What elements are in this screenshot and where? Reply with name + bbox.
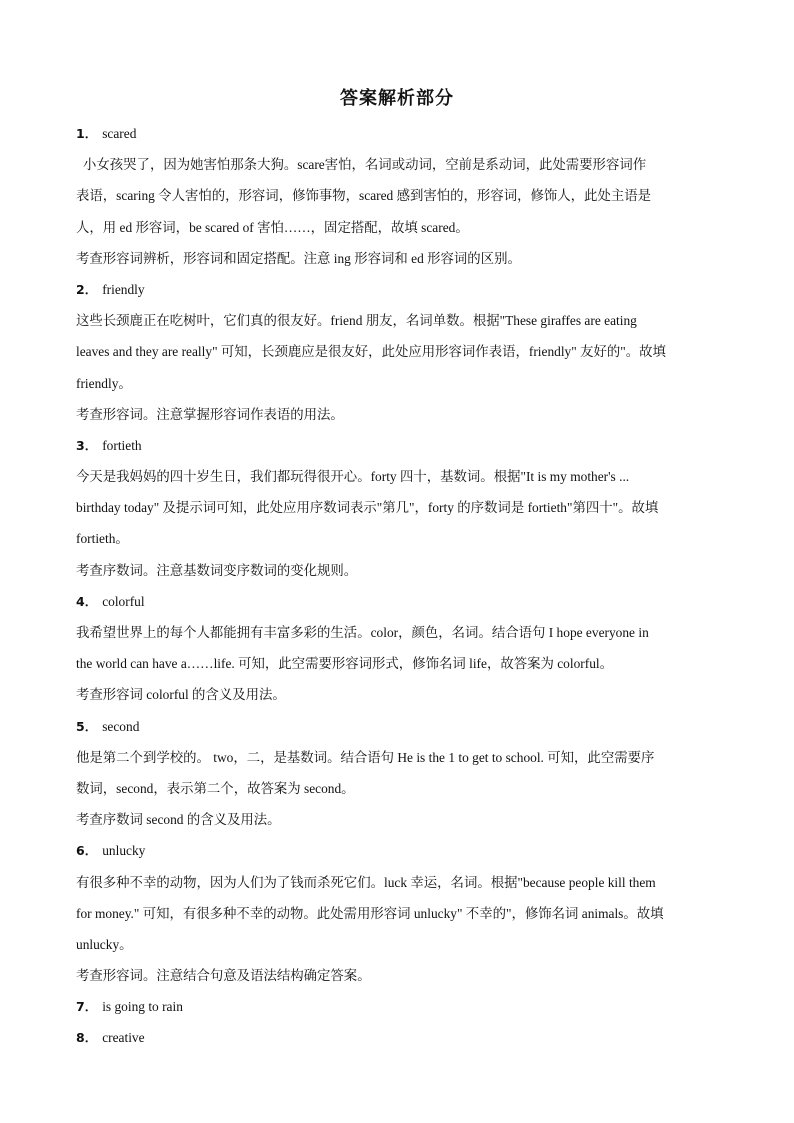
explanation-line: 他是第二个到学校的。 two，二，是基数词。结合语句 He is the 1 to get to school. 可知，此空需要序	[76, 749, 655, 765]
answer-text: unlucky	[102, 843, 146, 859]
explanation-line: leaves and they are really" 可知，长颈鹿应是很友好，此处应用形容词作表语，friendly" 友好的"。故填	[76, 344, 666, 360]
explanation-line: for money." 可知，有很多种不幸的动物。此处需用形容词 unlucky" 不幸的"，修饰名词 animals。故填	[76, 905, 664, 921]
question-number: 8．	[76, 1030, 98, 1046]
explanation-line: 今天是我妈妈的四十岁生日，我们都玩得很开心。forty 四十，基数词。根据"It is my mother's ...	[76, 469, 630, 485]
explanation-line: 我希望世界上的每个人都能拥有丰富多彩的生活。color，颜色，名词。结合语句 I hope everyone in	[76, 625, 649, 640]
explanation-line: the world can have a……life. 可知，此空需要形容词形式，修饰名词 life，故答案为 colorful。	[76, 656, 614, 672]
answer-heading	[76, 586, 716, 617]
page-title: 答案解析部分	[340, 88, 454, 109]
answer-heading	[76, 835, 716, 866]
explanation-line: fortieth。	[76, 531, 129, 547]
question-number: 3．	[76, 437, 98, 453]
answer-heading	[76, 1022, 716, 1053]
answer-heading	[76, 118, 716, 149]
answer-text: colorful	[102, 593, 145, 609]
answer-heading	[76, 274, 716, 305]
explanation-line: 考查序数词。注意基数词变序数词的变化规则。	[76, 562, 358, 578]
answer-heading	[76, 430, 716, 461]
answer-text: is going to rain	[102, 999, 183, 1015]
explanation-line: 考查形容词。注意掌握形容词作表语的用法。	[76, 406, 344, 422]
answer-heading	[76, 991, 716, 1022]
answer-heading	[76, 711, 716, 742]
explanation-line: 数词，second，表示第二个，故答案为 second。	[76, 780, 355, 796]
question-number: 6．	[76, 843, 98, 859]
question-number: 4．	[76, 593, 98, 609]
explanation-line: 这些长颈鹿正在吃树叶，它们真的很友好。friend 朋友，名词单数。根据"These giraffes are eating	[76, 313, 637, 329]
explanation-line: 考查形容词。注意结合句意及语法结构确定答案。	[76, 968, 371, 984]
answer-list	[76, 118, 716, 1054]
explanation-line: 有很多种不幸的动物，因为人们为了钱而杀死它们。luck 幸运，名词。根据"because people kill them	[76, 874, 656, 890]
question-number: 2．	[76, 281, 98, 297]
explanation-line: 考查形容词辨析，形容词和固定搭配。注意 ing 形容词和 ed 形容词的区别。	[76, 250, 521, 266]
question-number: 5．	[76, 718, 98, 734]
explanation-line: 人，用 ed 形容词，be scared of 害怕……，固定搭配，故填 scared。	[76, 219, 469, 235]
answer-text: friendly	[102, 281, 145, 297]
answer-text: creative	[102, 1030, 145, 1046]
answer-text: scared	[102, 126, 137, 141]
explanation-line: 考查形容词 colorful 的含义及用法。	[76, 687, 286, 703]
question-number: 1．	[76, 126, 98, 141]
explanation-line: 小女孩哭了，因为她害怕那条大狗。scare害怕，名词或动词，空前是系动词，此处需要形容词作	[83, 157, 647, 173]
explanation-line: birthday today" 及提示词可知，此处应用序数词表示"第几"，forty 的序数词是 fortieth"第四十"。故填	[76, 500, 659, 516]
explanation-line: 表语，scaring 令人害怕的，形容词，修饰事物，scared 感到害怕的，形容词，修饰人，此处主语是	[76, 188, 652, 204]
explanation-line: unlucky。	[76, 936, 133, 952]
explanation-line: friendly。	[76, 375, 132, 391]
explanation-line: 考查序数词 second 的含义及用法。	[76, 812, 281, 828]
question-number: 7．	[76, 999, 98, 1015]
answer-text: fortieth	[102, 437, 142, 453]
answer-text: second	[102, 718, 140, 734]
